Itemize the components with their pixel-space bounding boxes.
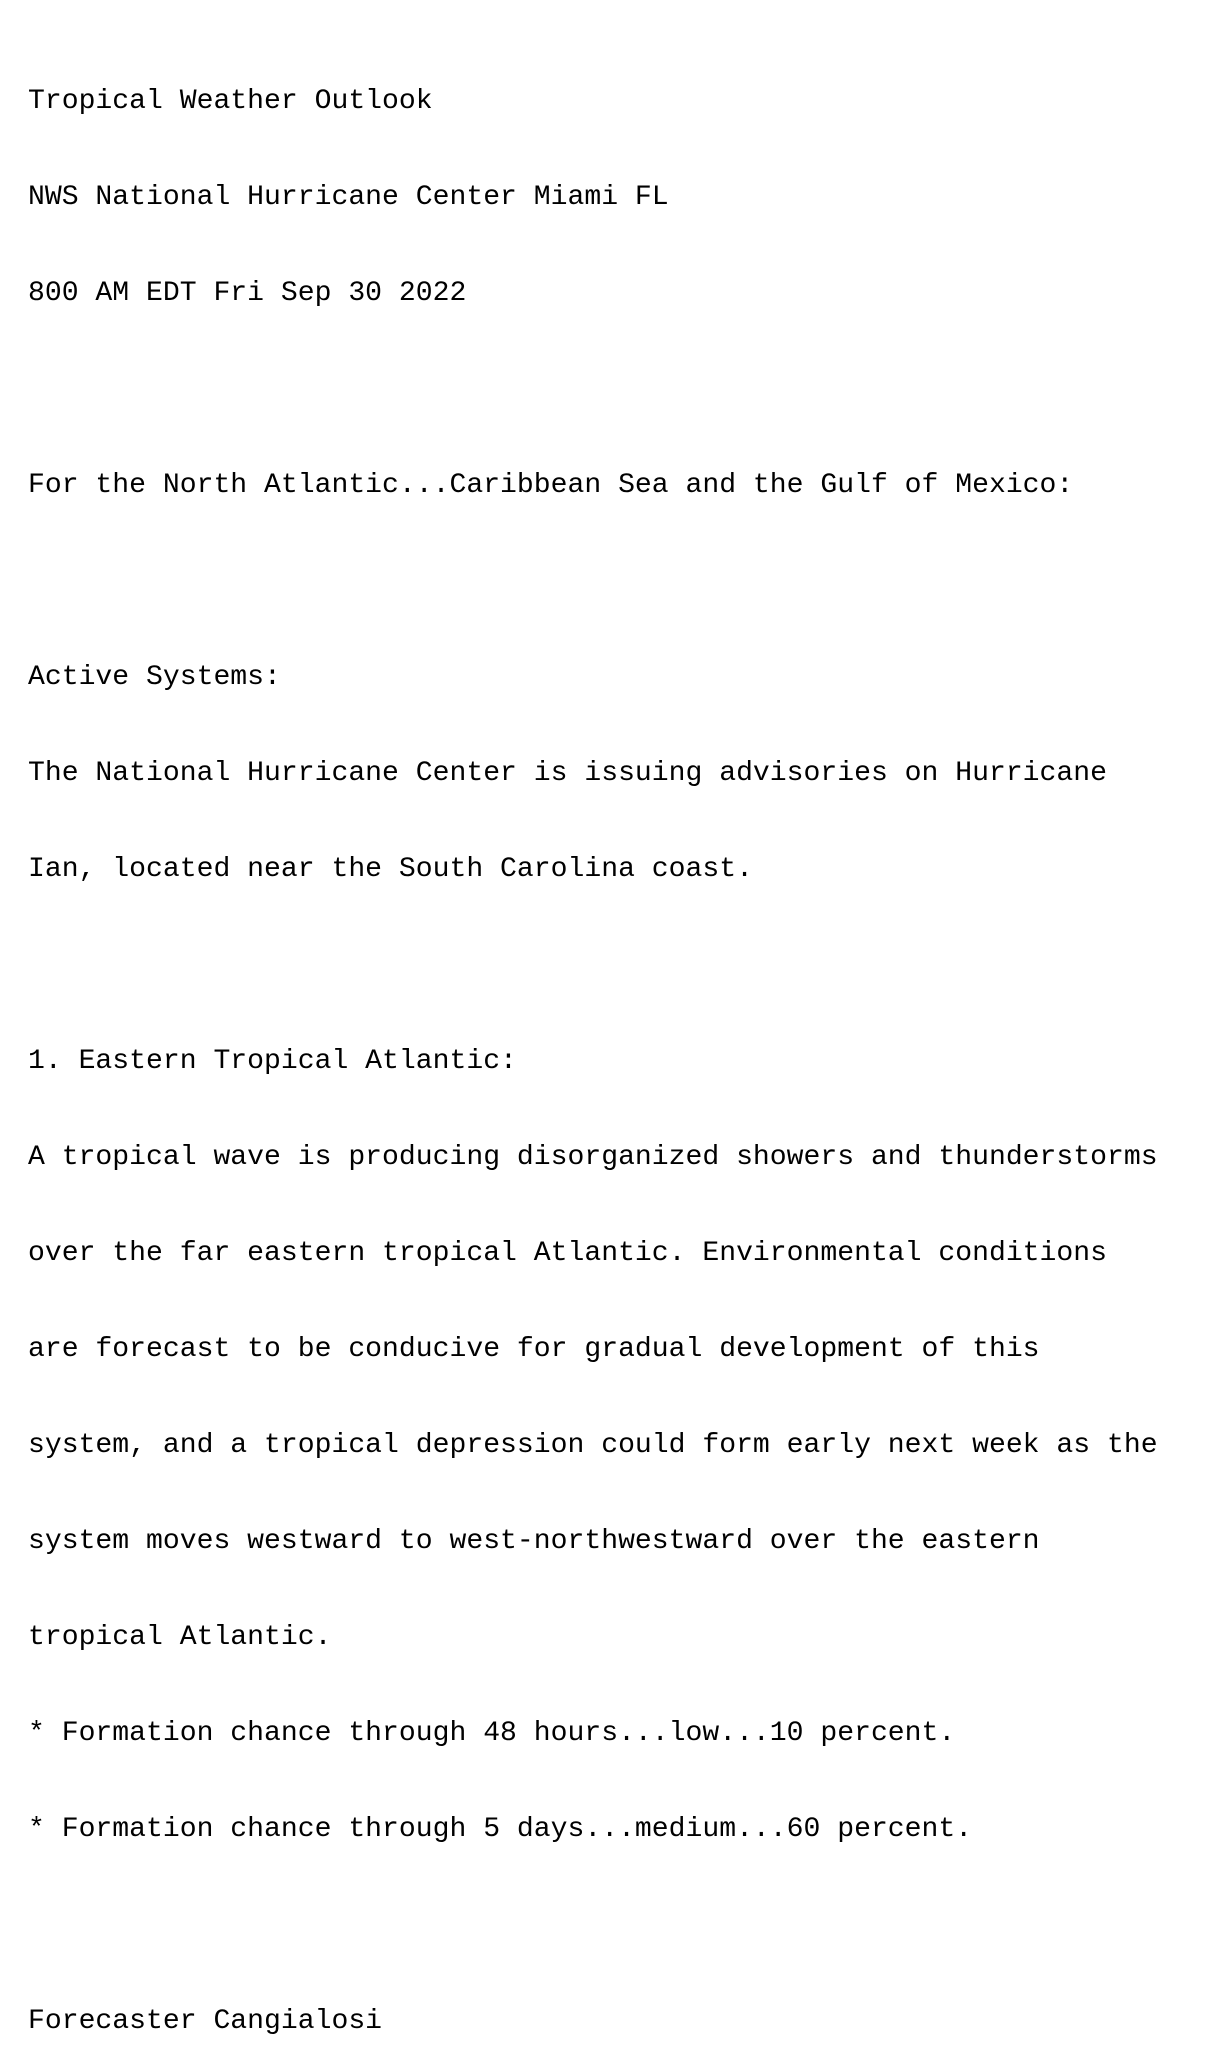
issuing-office: NWS National Hurricane Center Miami FL	[28, 182, 669, 213]
outlook-title: Tropical Weather Outlook	[28, 86, 433, 117]
formation-chance-5d: * Formation chance through 5 days...medium...60 percent.	[28, 1814, 973, 1845]
issue-time: 800 AM EDT Fri Sep 30 2022	[28, 278, 467, 309]
area-1-heading: 1. Eastern Tropical Atlantic:	[28, 1046, 517, 1077]
blank-line	[28, 566, 1158, 598]
area-1-text-line: system, and a tropical depression could form early next week as the	[28, 1430, 1158, 1461]
area-1-text-line: tropical Atlantic.	[28, 1622, 332, 1653]
formation-chance-48h: * Formation chance through 48 hours...low...10 percent.	[28, 1718, 956, 1749]
blank-line	[28, 950, 1158, 982]
active-systems-text-line: The National Hurricane Center is issuing advisories on Hurricane	[28, 758, 1107, 789]
outlook-document	[28, 22, 1158, 2070]
area-1-text-line: are forecast to be conducive for gradual development of this	[28, 1334, 1040, 1365]
active-systems-text-line: Ian, located near the South Carolina coast.	[28, 854, 753, 885]
blank-line	[28, 1910, 1158, 1942]
active-systems-heading: Active Systems:	[28, 662, 281, 693]
forecaster-signature: Forecaster Cangialosi	[28, 2006, 383, 2037]
area-1-text-line: system moves westward to west-northwestward over the eastern	[28, 1526, 1040, 1557]
area-1-text-line: over the far eastern tropical Atlantic. Environmental conditions	[28, 1238, 1107, 1269]
area-1-text-line: A tropical wave is producing disorganized showers and thunderstorms	[28, 1142, 1158, 1173]
region-statement: For the North Atlantic...Caribbean Sea and the Gulf of Mexico:	[28, 470, 1074, 501]
blank-line	[28, 374, 1158, 406]
